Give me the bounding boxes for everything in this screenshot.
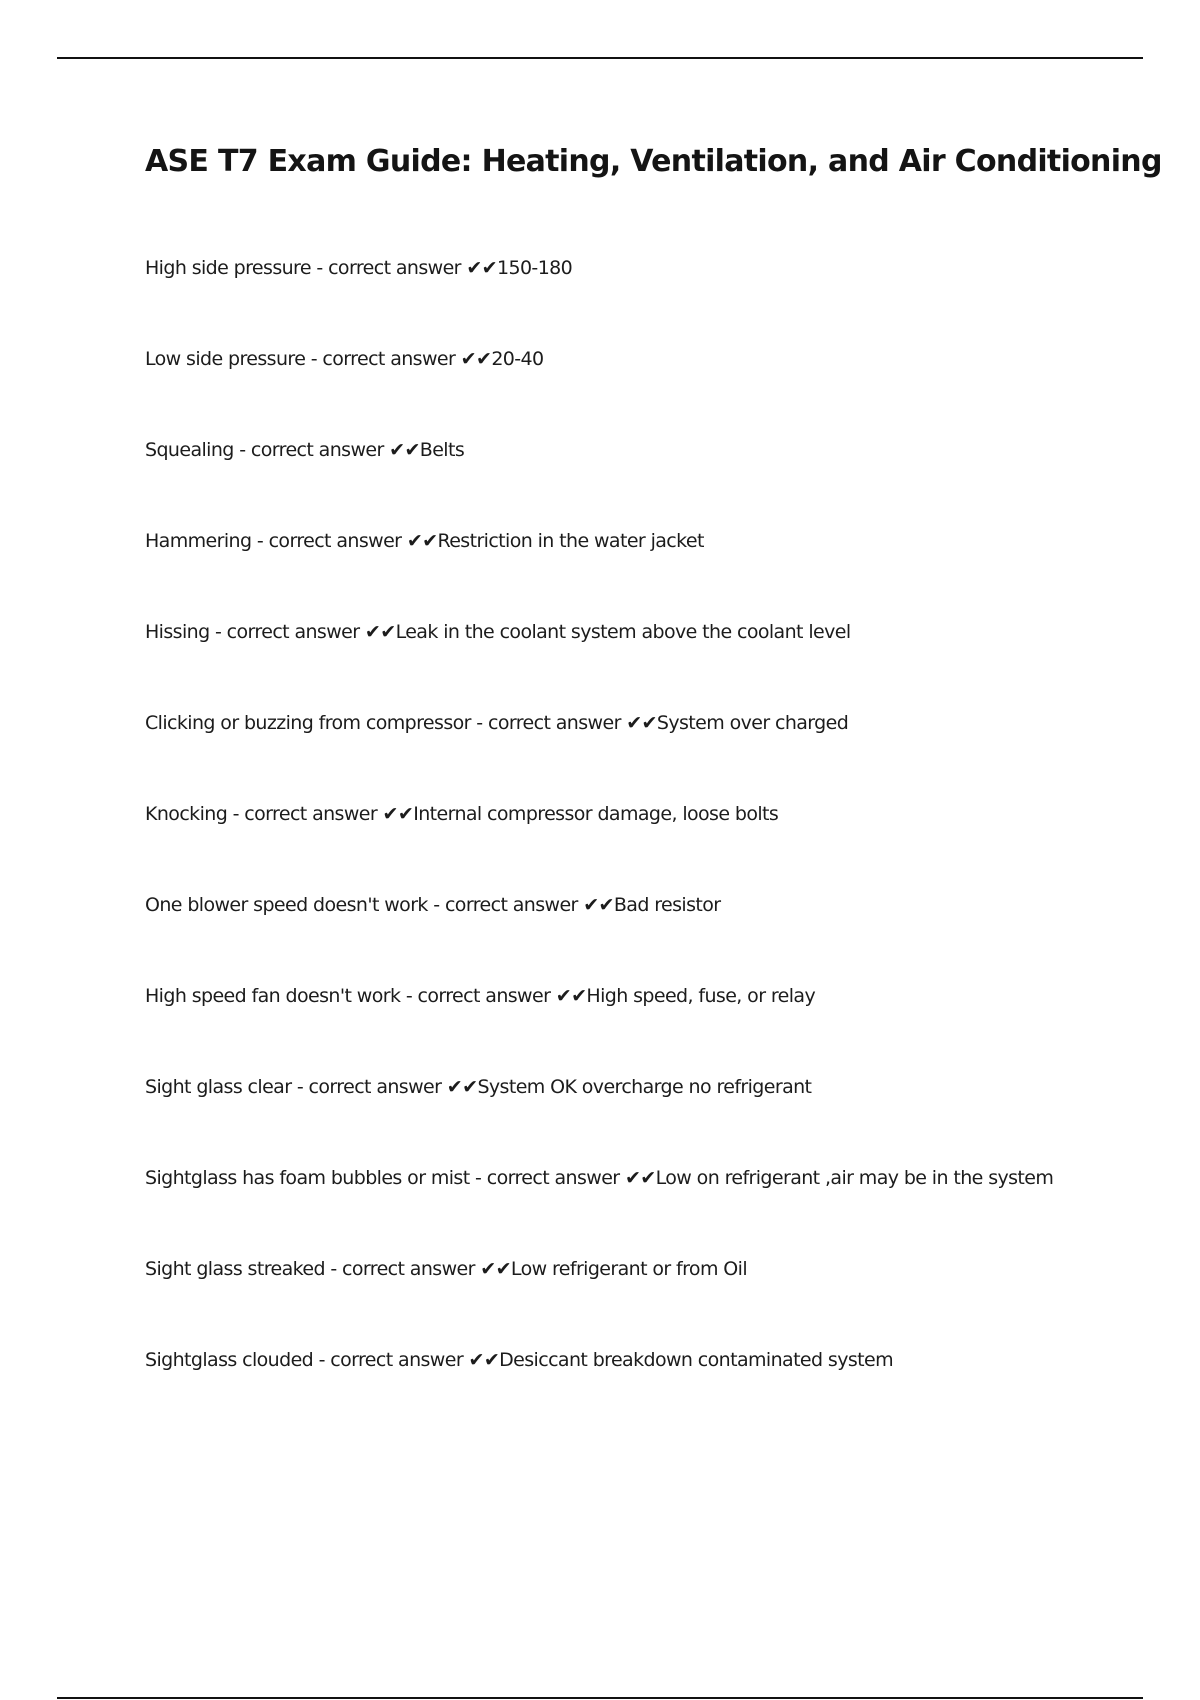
separator-text: - correct answer: [291, 1076, 447, 1098]
list-item: [145, 1255, 1145, 1346]
answer-text: Belts: [419, 439, 465, 461]
separator-text: - correct answer: [227, 803, 383, 825]
question-text: Hammering: [145, 530, 252, 552]
separator-text: - correct answer: [251, 530, 407, 552]
check-marks-icon: ✔✔: [406, 530, 438, 552]
question-text: Clicking or buzzing from compressor: [145, 712, 471, 734]
question-text: Sightglass clouded: [145, 1349, 314, 1371]
question-text: Low side pressure: [145, 348, 306, 370]
separator-text: - correct answer: [233, 439, 390, 461]
list-item: [145, 436, 1145, 527]
answer-text: System over charged: [656, 712, 849, 734]
check-marks-icon: ✔✔: [446, 1076, 478, 1098]
answer-text: Leak in the coolant system above the coolant level: [395, 621, 851, 643]
check-marks-icon: ✔✔: [466, 257, 497, 279]
question-text: Squealing: [145, 439, 234, 461]
question-text: One blower speed doesn't work: [145, 894, 428, 916]
check-marks-icon: ✔✔: [364, 621, 396, 643]
answer-text: Internal compressor damage, loose bolts: [413, 803, 779, 825]
question-text: High speed fan doesn't work: [145, 985, 401, 1007]
check-marks-icon: ✔✔: [382, 803, 414, 825]
question-text: Sight glass clear: [145, 1076, 292, 1098]
check-marks-icon: ✔✔: [626, 712, 657, 734]
separator-text: - correct answer: [427, 894, 584, 916]
list-item: [145, 800, 1145, 891]
answer-text: Bad resistor: [613, 894, 721, 916]
list-item: [145, 618, 1145, 709]
question-text: Hissing: [145, 621, 210, 643]
separator-text: - correct answer: [305, 348, 461, 370]
check-marks-icon: ✔✔: [468, 1349, 500, 1371]
question-text: Knocking: [145, 803, 228, 825]
answer-text: 150-180: [496, 257, 573, 279]
qa-list: [145, 254, 1145, 1437]
bottom-rule: [57, 1697, 1143, 1699]
answer-text: Low on refrigerant ,air may be in the system: [655, 1167, 1054, 1189]
separator-text: - correct answer: [470, 712, 627, 734]
list-item: [145, 982, 1145, 1073]
check-marks-icon: ✔✔: [480, 1258, 511, 1280]
separator-text: - correct answer: [469, 1167, 625, 1189]
top-rule: [57, 57, 1143, 59]
question-text: High side pressure: [145, 257, 311, 279]
answer-text: System OK overcharge no refrigerant: [477, 1076, 812, 1098]
answer-text: High speed, fuse, or relay: [586, 985, 816, 1007]
list-item: [145, 254, 1145, 345]
list-item: [145, 891, 1145, 982]
check-marks-icon: ✔✔: [555, 985, 587, 1007]
list-item: [145, 527, 1145, 618]
separator-text: - correct answer: [310, 257, 467, 279]
list-item: [145, 1164, 1145, 1255]
list-item: [145, 1073, 1145, 1164]
check-marks-icon: ✔✔: [460, 348, 492, 370]
check-marks-icon: ✔✔: [624, 1167, 656, 1189]
answer-text: Restriction in the water jacket: [437, 530, 704, 552]
list-item: [145, 345, 1145, 436]
list-item: [145, 709, 1145, 800]
page-title: ASE T7 Exam Guide: Heating, Ventilation, and Air Conditioning: [145, 144, 1162, 179]
check-marks-icon: ✔✔: [389, 439, 420, 461]
list-item: [145, 1346, 1145, 1437]
check-marks-icon: ✔✔: [583, 894, 614, 916]
separator-text: - correct answer: [209, 621, 365, 643]
separator-text: - correct answer: [324, 1258, 481, 1280]
answer-text: Low refrigerant or from Oil: [510, 1258, 748, 1280]
separator-text: - correct answer: [400, 985, 556, 1007]
separator-text: - correct answer: [313, 1349, 469, 1371]
answer-text: Desiccant breakdown contaminated system: [499, 1349, 894, 1371]
question-text: Sightglass has foam bubbles or mist: [145, 1167, 470, 1189]
answer-text: 20-40: [491, 348, 544, 370]
question-text: Sight glass streaked: [145, 1258, 325, 1280]
